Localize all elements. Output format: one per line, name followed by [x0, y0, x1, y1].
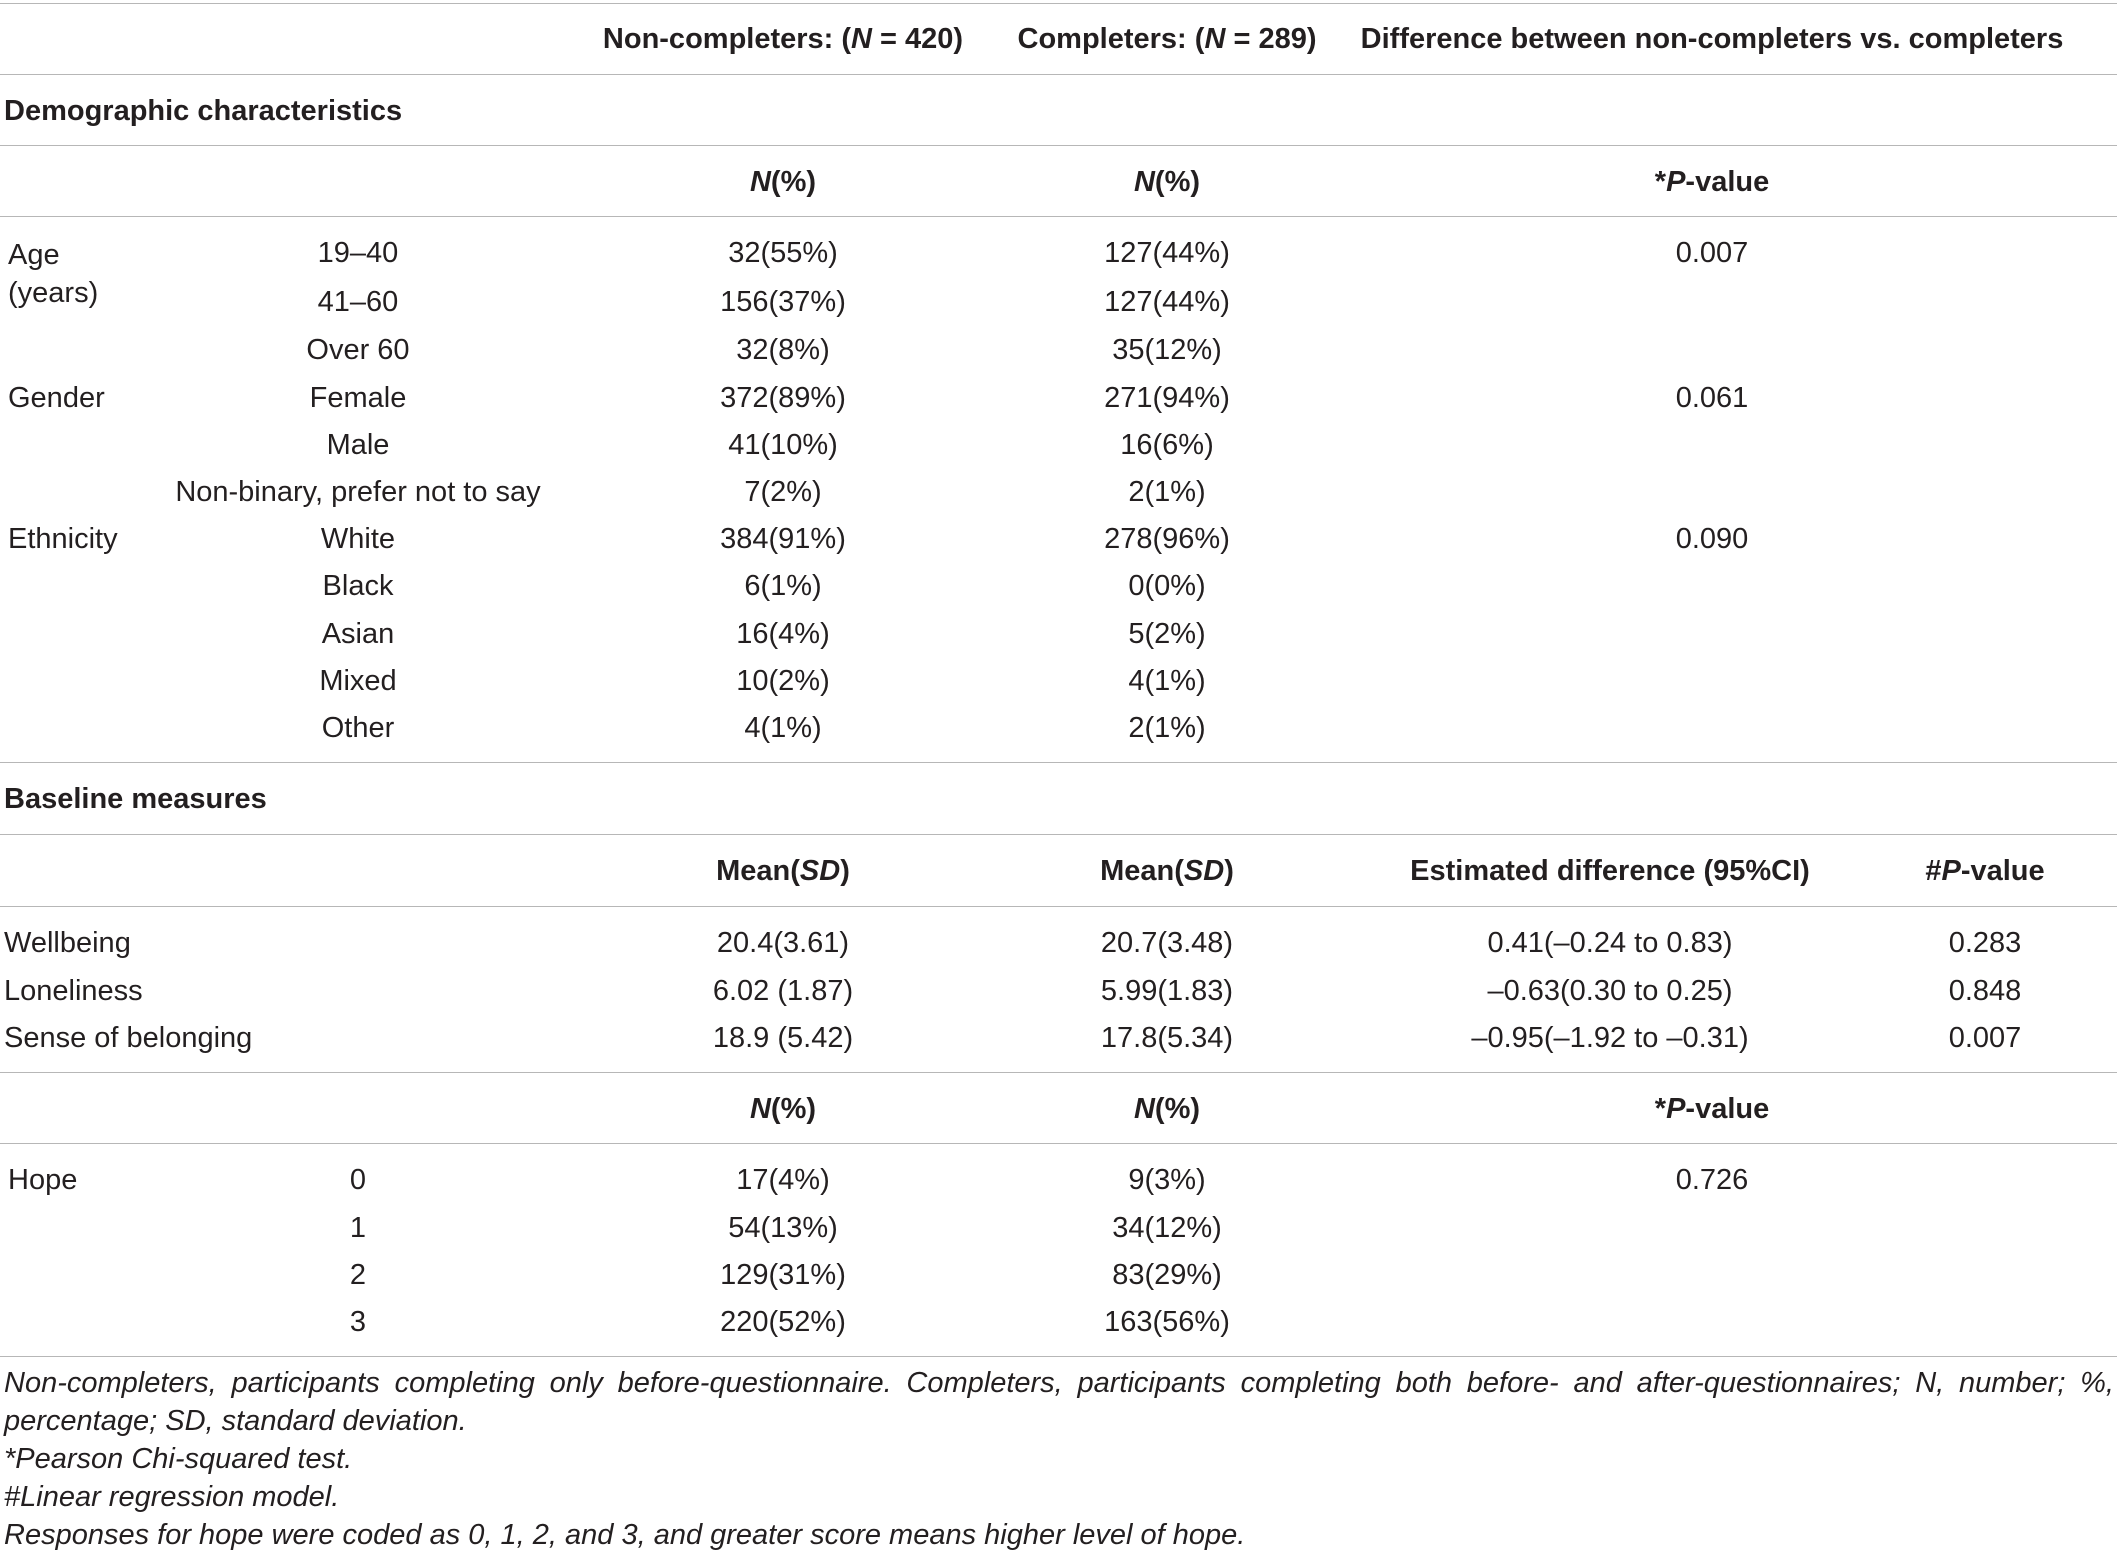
- row-completers: 9(3%): [1128, 1164, 1206, 1196]
- rule: [0, 1143, 2117, 1144]
- row-p-value: 0.007: [1948, 1022, 2022, 1054]
- row-category: Over 60: [306, 334, 410, 366]
- row-category: 19–40: [317, 237, 399, 269]
- col-header-difference: Difference between non-completers vs. completers: [1360, 23, 2064, 55]
- row-noncompleters: 7(2%): [744, 476, 822, 508]
- row-completers: 5.99(1.83): [1100, 975, 1234, 1007]
- row-group-label: Gender: [8, 382, 105, 414]
- row-category: 3: [349, 1306, 367, 1338]
- row-completers: 127(44%): [1104, 237, 1230, 269]
- row-p-value: 0.061: [1675, 382, 1749, 414]
- row-category: 2: [349, 1259, 367, 1291]
- row-group-label: Hope: [8, 1164, 78, 1196]
- row-completers: 2(1%): [1128, 712, 1206, 744]
- demographics-section-title: Demographic characteristics: [4, 95, 403, 127]
- row-category: Male: [326, 429, 390, 461]
- row-noncompleters: 6(1%): [744, 570, 822, 602]
- col-header-noncompleters: Non-completers: (N = 420): [602, 23, 964, 55]
- footnote-definitions: Non-completers, participants completing only before-questionnaire. Completers, participants completing both before- and after-questionnaires; N, number; %, percentage; SD, standard deviation.: [4, 1367, 2114, 1437]
- row-completers: 4(1%): [1128, 665, 1206, 697]
- row-category: Mixed: [319, 665, 397, 697]
- footnote-chi-squared: *Pearson Chi-squared test.: [4, 1443, 353, 1475]
- row-measure: Sense of belonging: [4, 1022, 253, 1054]
- row-noncompleters: 18.9 (5.42): [712, 1022, 854, 1054]
- row-noncompleters: 54(13%): [728, 1212, 838, 1244]
- row-p-value: 0.848: [1948, 975, 2022, 1007]
- row-completers: 271(94%): [1104, 382, 1230, 414]
- row-completers: 163(56%): [1104, 1306, 1230, 1338]
- subheader-p-value: *P-value: [1654, 1093, 1770, 1125]
- rule: [0, 74, 2117, 75]
- rule: [0, 1072, 2117, 1073]
- row-noncompleters: 156(37%): [720, 286, 846, 318]
- table-top-rule: [0, 3, 2117, 4]
- rule: [0, 145, 2117, 146]
- row-category: Non-binary, prefer not to say: [175, 476, 541, 508]
- row-estimated-difference: –0.63(0.30 to 0.25): [1487, 975, 1733, 1007]
- subheader-n-percent: N(%): [749, 1093, 817, 1125]
- row-category: Other: [321, 712, 395, 744]
- row-category: Black: [322, 570, 394, 602]
- row-completers: 0(0%): [1128, 570, 1206, 602]
- rule: [0, 906, 2117, 907]
- subheader-mean-sd: Mean(SD): [1100, 855, 1234, 887]
- row-p-value: 0.090: [1675, 523, 1749, 555]
- rule: [0, 216, 2117, 217]
- row-completers: 20.7(3.48): [1100, 927, 1234, 959]
- row-completers: 127(44%): [1104, 286, 1230, 318]
- row-noncompleters: 129(31%): [720, 1259, 846, 1291]
- rule: [0, 834, 2117, 835]
- baseline-section-title: Baseline measures: [4, 783, 267, 815]
- row-noncompleters: 41(10%): [728, 429, 838, 461]
- row-category: Asian: [321, 618, 395, 650]
- row-p-value: 0.007: [1675, 237, 1749, 269]
- subheader-p-value: *P-value: [1654, 166, 1770, 198]
- row-p-value: 0.726: [1675, 1164, 1749, 1196]
- row-completers: 2(1%): [1128, 476, 1206, 508]
- row-noncompleters: 17(4%): [736, 1164, 830, 1196]
- col-header-completers: Completers: (N = 289): [1017, 23, 1317, 55]
- row-category: Female: [309, 382, 407, 414]
- row-estimated-difference: –0.95(–1.92 to –0.31): [1471, 1022, 1749, 1054]
- rule: [0, 1356, 2117, 1357]
- row-category: 1: [349, 1212, 367, 1244]
- row-estimated-difference: 0.41(–0.24 to 0.83): [1487, 927, 1733, 959]
- row-group-label: Age (years): [8, 239, 99, 309]
- row-group-label: Ethnicity: [8, 523, 118, 555]
- subheader-p-value: #P-value: [1925, 855, 2045, 887]
- subheader-n-percent: N(%): [1133, 1093, 1201, 1125]
- row-category: White: [320, 523, 396, 555]
- subheader-mean-sd: Mean(SD): [716, 855, 850, 887]
- subheader-n-percent: N(%): [1133, 166, 1201, 198]
- row-category: 41–60: [317, 286, 399, 318]
- row-completers: 17.8(5.34): [1100, 1022, 1234, 1054]
- subheader-n-percent: N(%): [749, 166, 817, 198]
- row-completers: 278(96%): [1104, 523, 1230, 555]
- row-noncompleters: 372(89%): [720, 382, 846, 414]
- row-measure: Loneliness: [4, 975, 143, 1007]
- row-noncompleters: 32(55%): [728, 237, 838, 269]
- row-noncompleters: 10(2%): [736, 665, 830, 697]
- row-completers: 5(2%): [1128, 618, 1206, 650]
- row-noncompleters: 16(4%): [736, 618, 830, 650]
- rule: [0, 762, 2117, 763]
- row-p-value: 0.283: [1948, 927, 2022, 959]
- row-completers: 83(29%): [1112, 1259, 1222, 1291]
- row-completers: 16(6%): [1120, 429, 1214, 461]
- row-noncompleters: 384(91%): [720, 523, 846, 555]
- subheader-estimated-difference: Estimated difference (95%CI): [1410, 855, 1810, 887]
- footnote-hope-coding: Responses for hope were coded as 0, 1, 2, and 3, and greater score means higher level of hope.: [4, 1519, 1246, 1551]
- row-completers: 34(12%): [1112, 1212, 1222, 1244]
- footnote-linear-regression: #Linear regression model.: [4, 1481, 340, 1513]
- row-noncompleters: 220(52%): [720, 1306, 846, 1338]
- row-category: 0: [349, 1164, 367, 1196]
- row-noncompleters: 32(8%): [736, 334, 830, 366]
- row-completers: 35(12%): [1112, 334, 1222, 366]
- row-noncompleters: 20.4(3.61): [716, 927, 850, 959]
- row-measure: Wellbeing: [4, 927, 131, 959]
- row-noncompleters: 4(1%): [744, 712, 822, 744]
- row-noncompleters: 6.02 (1.87): [712, 975, 854, 1007]
